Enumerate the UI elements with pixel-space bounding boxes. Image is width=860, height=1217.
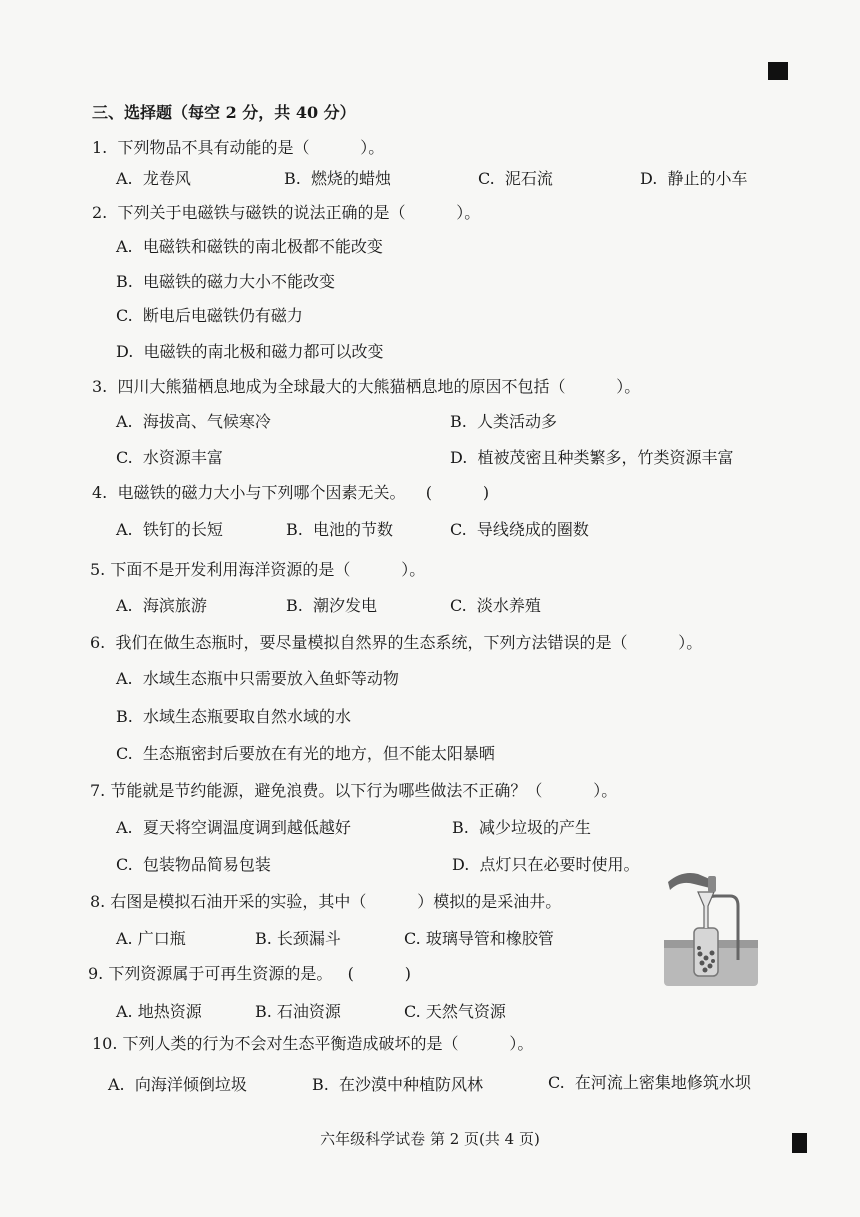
question-1-option-c: C. 泥石流 <box>478 169 553 188</box>
question-2-option-d: D. 电磁铁的南北极和磁力都可以改变 <box>116 342 384 361</box>
question-5-stem: 5. 下面不是开发利用海洋资源的是（ ）。 <box>90 560 426 579</box>
question-10-option-a: A. 向海洋倾倒垃圾 <box>108 1075 247 1094</box>
question-7-option-c: C. 包装物品简易包装 <box>116 855 271 874</box>
question-10-stem: 10. 下列人类的行为不会对生态平衡造成破坏的是（ ）。 <box>92 1034 534 1053</box>
question-9-option-c: C. 天然气资源 <box>404 1002 506 1021</box>
question-7-option-b: B. 减少垃圾的产生 <box>452 818 592 837</box>
question-3-option-c: C. 水资源丰富 <box>116 448 223 467</box>
question-5-option-c: C. 淡水养殖 <box>450 596 541 615</box>
question-1-option-b: B. 燃烧的蜡烛 <box>284 169 392 188</box>
question-9-option-b: B. 石油资源 <box>255 1002 341 1021</box>
question-8-option-b: B. 长颈漏斗 <box>255 929 341 948</box>
question-8-option-c: C. 玻璃导管和橡胶管 <box>404 929 554 948</box>
question-3-option-b: B. 人类活动多 <box>450 412 558 431</box>
question-10-option-c: C. 在河流上密集地修筑水坝 <box>548 1073 751 1092</box>
question-6-stem: 6. 我们在做生态瓶时，要尽量模拟自然界的生态系统，下列方法错误的是（ ）。 <box>90 633 703 652</box>
question-5-option-a: A. 海滨旅游 <box>116 596 207 615</box>
question-2-option-b: B. 电磁铁的磁力大小不能改变 <box>116 272 336 291</box>
question-5-option-b: B. 潮汐发电 <box>286 596 378 615</box>
hand-squeezing <box>668 873 712 890</box>
question-3-stem: 3. 四川大熊猫栖息地成为全球最大的大熊猫栖息地的原因不包括（ ）。 <box>92 377 641 396</box>
registration-mark-top <box>768 62 788 80</box>
question-6-option-c: C. 生态瓶密封后要放在有光的地方，但不能太阳暴晒 <box>116 744 495 763</box>
question-6-option-b: B. 水域生态瓶要取自然水域的水 <box>116 707 352 726</box>
question-8-stem: 8. 右图是模拟石油开采的实验，其中（ ）模拟的是采油井。 <box>90 892 562 911</box>
question-4-option-b: B. 电池的节数 <box>286 520 394 539</box>
question-7-option-d: D. 点灯只在必要时使用。 <box>452 855 640 874</box>
question-1-option-a: A. 龙卷风 <box>116 169 191 188</box>
question-2-stem: 2. 下列关于电磁铁与磁铁的说法正确的是（ ）。 <box>92 203 481 222</box>
question-4-option-c: C. 导线绕成的圈数 <box>450 520 589 539</box>
question-10-option-b: B. 在沙漠中种植防风林 <box>312 1075 484 1094</box>
page-footer: 六年级科学试卷 第 2 页(共 4 页) <box>320 1130 540 1148</box>
question-9-option-a: A. 地热资源 <box>116 1002 202 1021</box>
question-1-stem: 1. 下列物品不具有动能的是（ ）。 <box>92 138 385 157</box>
question-4-stem: 4. 电磁铁的磁力大小与下列哪个因素无关。 ( ) <box>92 483 490 502</box>
question-9-stem: 9. 下列资源属于可再生资源的是。 ( ) <box>88 964 411 983</box>
question-8-option-a: A. 广口瓶 <box>116 929 186 948</box>
question-3-option-a: A. 海拔高、气候寒冷 <box>116 412 271 431</box>
question-3-option-d: D. 植被茂密且种类繁多，竹类资源丰富 <box>450 448 734 467</box>
section-title: 三、选择题（每空 2 分，共 40 分） <box>92 103 356 122</box>
question-7-stem: 7. 节能就是节约能源，避免浪费。以下行为哪些做法不正确？（ ）。 <box>90 781 618 800</box>
question-6-option-a: A. 水域生态瓶中只需要放入鱼虾等动物 <box>116 669 399 688</box>
long-neck-funnel <box>698 892 714 928</box>
question-2-option-c: C. 断电后电磁铁仍有磁力 <box>116 306 303 325</box>
question-1-option-d: D. 静止的小车 <box>640 169 748 188</box>
question-4-option-a: A. 铁钉的长短 <box>116 520 223 539</box>
question-2-option-a: A. 电磁铁和磁铁的南北极都不能改变 <box>116 237 383 256</box>
oil-extraction-experiment-figure <box>660 862 762 990</box>
question-7-option-a: A. 夏天将空调温度调到越低越好 <box>116 818 351 837</box>
